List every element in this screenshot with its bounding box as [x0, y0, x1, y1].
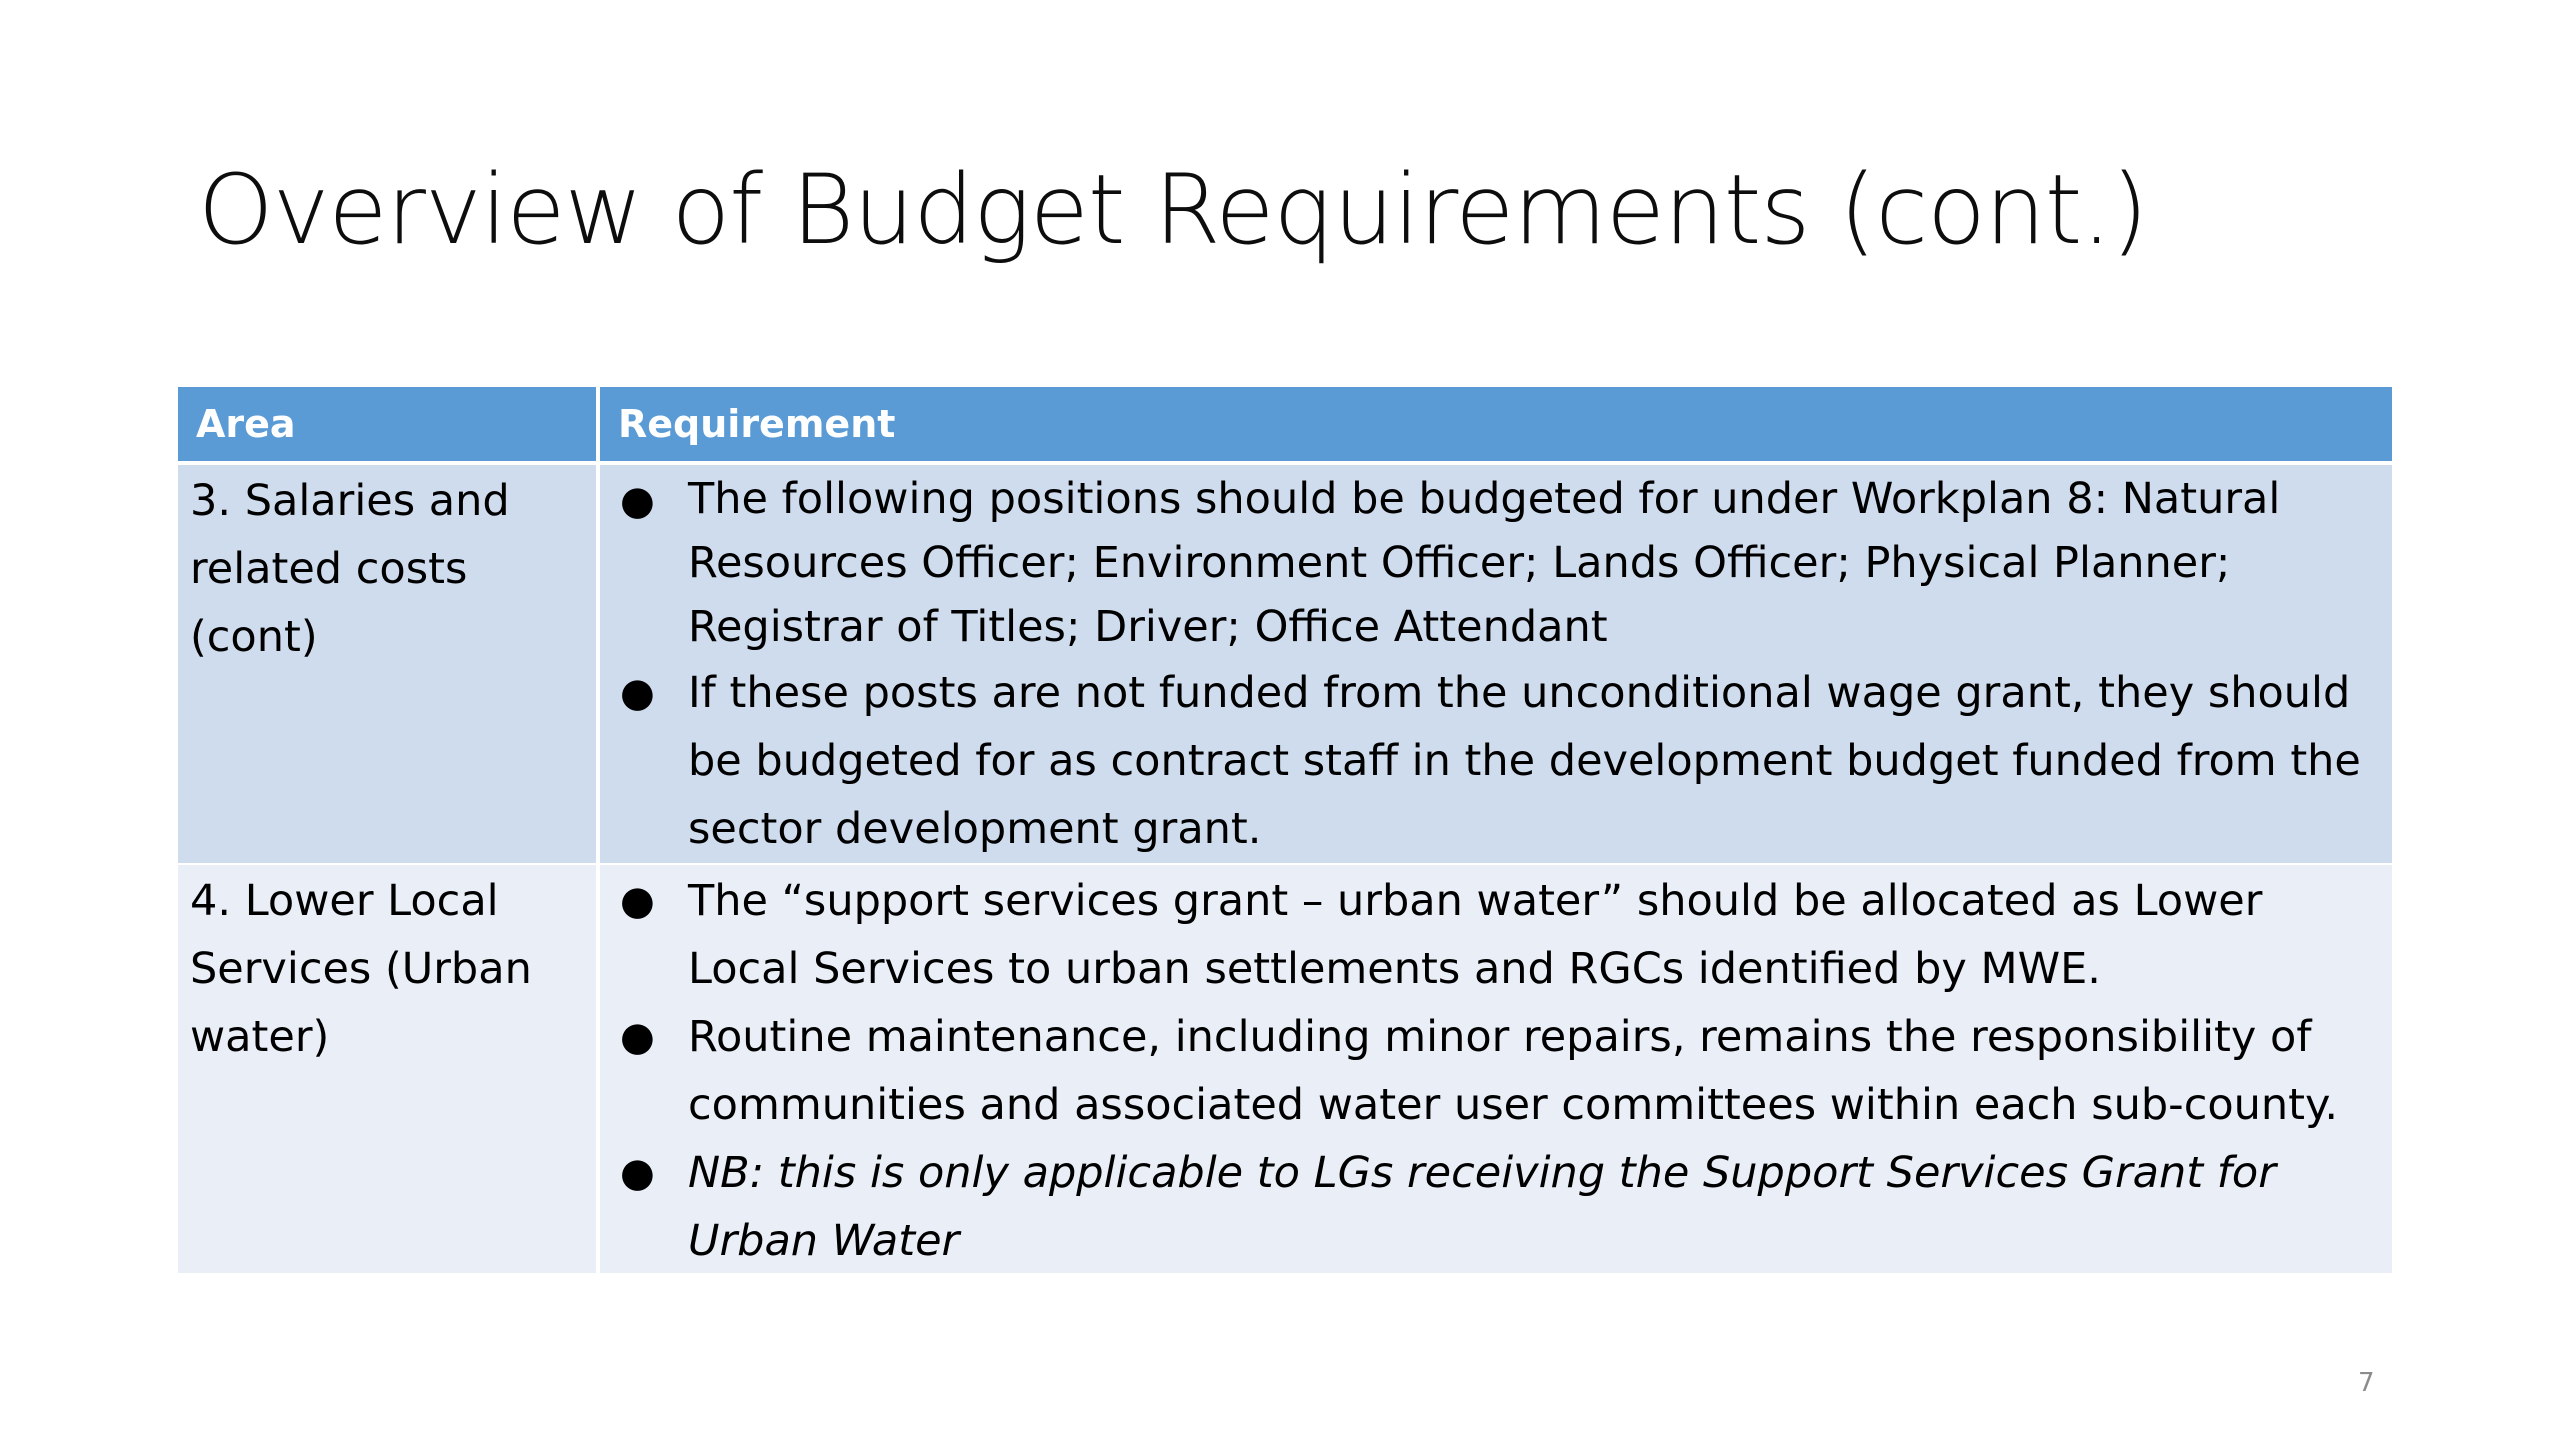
requirement-text: The “support services grant – urban water” should be allocated as Lower — [688, 876, 2263, 926]
area-text: 3. Salaries and — [190, 476, 510, 526]
area-text: 4. Lower Local — [190, 876, 499, 926]
requirement-text: sector development grant. — [688, 804, 1262, 854]
requirement-text: If these posts are not funded from the unconditional wage grant, they should — [688, 668, 2351, 718]
requirement-cell — [600, 865, 2392, 1273]
page-number: 7 — [2358, 1368, 2375, 1398]
requirement-text: Registrar of Titles; Driver; Office Attendant — [688, 602, 1608, 652]
table-row — [178, 863, 2392, 1273]
header-area: Area — [178, 387, 600, 461]
header-requirement: Requirement — [600, 387, 2392, 461]
area-cell — [178, 865, 600, 1273]
list-item — [600, 1139, 2392, 1275]
bullet-icon: ● — [620, 478, 655, 524]
requirement-text: Resources Officer; Environment Officer; Lands Officer; Physical Planner; — [688, 538, 2231, 588]
requirement-cell — [600, 465, 2392, 863]
table-header-row — [178, 387, 2392, 461]
area-text: water) — [190, 1012, 330, 1062]
requirement-text: Local Services to urban settlements and RGCs identified by MWE. — [688, 944, 2101, 994]
requirement-text: NB: this is only applicable to LGs receiving the Support Services Grant for — [688, 1148, 2276, 1198]
list-item — [600, 867, 2392, 1003]
table-row — [178, 461, 2392, 863]
requirement-text: Urban Water — [688, 1216, 960, 1266]
slide-title: Overview of Budget Requirements (cont.) — [198, 154, 2148, 266]
bullet-icon: ● — [620, 1014, 655, 1060]
bullet-icon: ● — [620, 878, 655, 924]
list-item — [600, 659, 2392, 863]
list-item — [600, 467, 2392, 659]
requirement-text: communities and associated water user committees within each sub-county. — [688, 1080, 2338, 1130]
list-item — [600, 1003, 2392, 1139]
area-text: Services (Urban — [190, 944, 532, 994]
requirement-text: Routine maintenance, including minor repairs, remains the responsibility of — [688, 1012, 2312, 1062]
area-cell — [178, 465, 600, 863]
area-text: (cont) — [190, 612, 318, 662]
area-text: related costs — [190, 544, 468, 594]
requirement-list — [600, 467, 2392, 863]
requirement-list — [600, 867, 2392, 1275]
bullet-icon: ● — [620, 670, 655, 716]
requirements-table — [178, 387, 2392, 1273]
requirement-text: be budgeted for as contract staff in the development budget funded from the — [688, 736, 2361, 786]
requirement-text: The following positions should be budgeted for under Workplan 8: Natural — [688, 474, 2281, 524]
bullet-icon: ● — [620, 1150, 655, 1196]
